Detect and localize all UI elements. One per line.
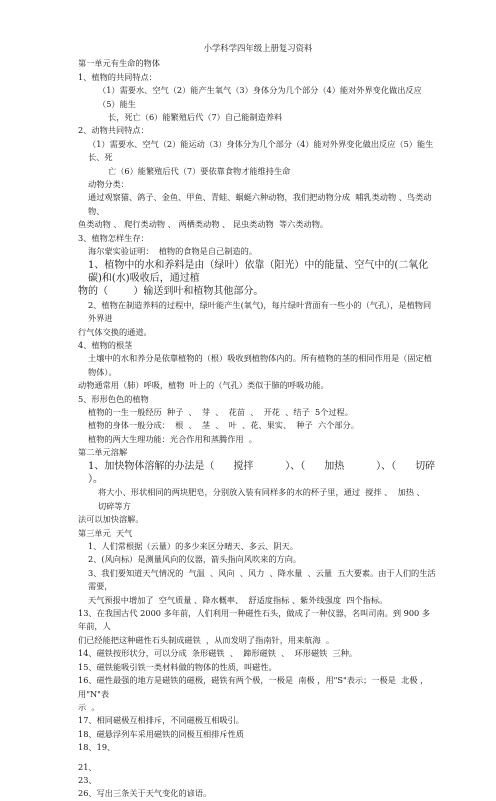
unit-heading: 第二单元溶解 <box>78 447 128 458</box>
section-heading: 1、植物的共同特点： <box>78 71 157 82</box>
section-heading: 3、植物怎样生存： <box>78 232 149 243</box>
text-line: 通过观察猫、鸽子、金鱼、甲鱼、青蛙、蜗蜓六种动物，我们把动物分成 哺乳类动物 、鸟类动物、 <box>88 192 432 216</box>
text-line: 植物的两大生理功能：光合作用和蒸腾作用 。 <box>88 433 257 444</box>
text-line: 土壤中的水和养分是依靠植物的（根）吸收到植物体内的。所有植物的茎的相同作用是（固定植物体）。 <box>88 353 432 377</box>
text-line: 天气预报中增加了 空气质量 、降水概率、 舒适度指标 、紫外线强度 四个指标。 <box>88 594 388 605</box>
text-line: 动物通常用（肺）呼吸，植物 叶上的（气孔）类似于肺的呼吸功能。 <box>78 380 329 391</box>
section-heading: 4、植物的根茎 <box>78 339 133 350</box>
text-line: 1、人们常根据（云量）的多少来区分晴天、多云、阴天。 <box>88 541 298 552</box>
text-line: 植物的一生一般经历 种子 、 芽 、 花苗 、 开花 、结子 5个过程。 <box>88 406 353 417</box>
text-line: 动物分类： <box>88 179 129 190</box>
text-line: 26、写出三条关于天气变化的谚语。 <box>78 788 212 799</box>
text-line: 18、磁悬浮列车采用磁铁的同极互相排斥性质 <box>78 728 244 739</box>
text-line: （1）需要水、空气（2）能运动（3）身体分为几个部分（4）能对外界变化做出反应（5）能生长、死 <box>88 138 434 163</box>
text-line: 法可以加快溶解。 <box>78 514 144 525</box>
text-line: 将大小、形状相同的两块肥皂，分别放入装有同样多的水的杯子里，通过 搅拌 、 加热 、 切碎等方 <box>98 487 430 511</box>
text-line: 23、 <box>78 774 97 785</box>
text-line: 植物的身体一般分成： 根 、 茎 、 叶 、花、果实、 种子 六个部分。 <box>88 420 359 431</box>
text-line: 1、加快物体溶解的办法是（ 搅拌 ）、（ 加热 ）、（ 切碎 ）。 <box>88 460 467 485</box>
document-title: 小学科学四年级上册复习资料 <box>203 43 313 53</box>
text-line: 18、19、 <box>78 742 116 753</box>
unit-heading: 第三单元 天气 <box>78 527 133 538</box>
text-line: 13、在我国古代 2000 多年前，人们利用一种磁性石头，做成了一种仪器，名叫司南。到 900 多年前，人 <box>78 608 431 632</box>
text-line: 物的（ ）输送到叶和植物其他部分。 <box>78 286 264 298</box>
text-line: 14、磁铁按形状分，可以分成 条形磁铁 、 蹄形磁铁 、 环形磁铁 三种。 <box>78 648 358 659</box>
text-line: （1）需要水、空气（2）能产生氧气（3）身体分为几个部分（4）能对外界变化做出反应（5）能生 <box>98 85 422 109</box>
text-line: 3、我们要知道天气情况的 气温 、风向 、风力 、降水量 、云量 五大要素。由于人们的生活需要， <box>88 567 436 592</box>
text-line: 亡（6）能繁殖后代（7）要依靠食物才能维持生命 <box>108 165 291 176</box>
text-line: 2、(风向标）是测量风向的仪器，箭头指向风吹来的方向。 <box>88 554 302 565</box>
unit-heading: 第一单元有生命的物体 <box>78 58 160 69</box>
section-heading: 2、动物共同特点： <box>78 125 149 136</box>
text-line: 1、植物中的水和养料是由（绿叶）依靠（阳光）中的能量、空气中的(二氧化碳)和(水)吸收后，通过植 <box>88 259 429 284</box>
text-line: 海尔蒙实验证明： 植物的食物是自己制造的。 <box>88 246 257 257</box>
text-line: 17、相同磁极互相排斥，不同磁极互相吸引。 <box>78 715 244 726</box>
text-line: 们已经能把这种磁性石头制成磁铁 ，从而发明了指南针，用来航海 。 <box>78 634 335 645</box>
text-line: 15、磁铁能吸引铁一类材料做的物体的性质，叫磁性。 <box>78 661 277 672</box>
text-line: 长，死亡（6）能繁殖后代（7）自己能制造养料 <box>108 112 283 123</box>
section-heading: 5、形形色色的植物 <box>78 393 149 404</box>
text-line: 21、 <box>78 761 97 772</box>
text-line: 行气体交换的通道。 <box>78 326 152 337</box>
text-line: 2、植物在制造养料的过程中，绿叶能产生(氧气)，每片绿叶背面有一些小的（气孔），是植物同外界进 <box>88 299 432 324</box>
text-line: 示 。 <box>78 701 100 712</box>
text-line: 鱼类动物 、 爬行类动物 、 两栖类动物 、 昆虫类动物 等六类动物。 <box>78 219 329 230</box>
text-line: 16、磁性最强的地方是磁铁的磁极，磁铁有两个极，一极是 南极 ，用"S"表示；一极是 北极 ，用"N"表 <box>78 675 429 699</box>
